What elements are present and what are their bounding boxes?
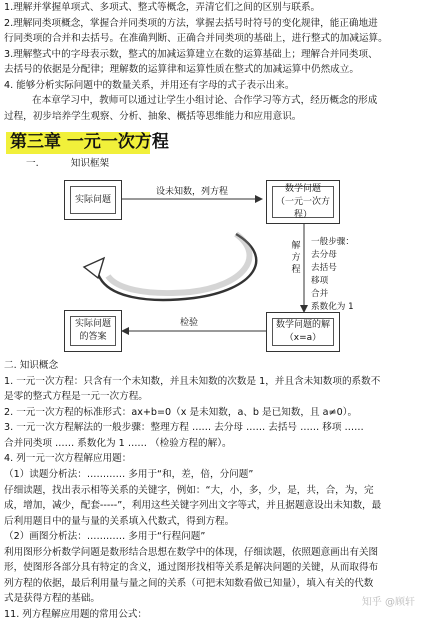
section-title: 知识概念 bbox=[19, 360, 59, 372]
step-item: 去分母 bbox=[311, 250, 337, 261]
vertical-solve-label: 解 方 程 bbox=[291, 241, 301, 276]
body-line: 后利用题目中的量与量的关系填入代数式，得到方程。 bbox=[4, 515, 235, 527]
concepts-body bbox=[4, 374, 419, 623]
body-line: 是零的整式方程是一元一次方程。 bbox=[4, 391, 148, 403]
box-math-problem bbox=[266, 180, 340, 224]
step-item: 系数化为 1 bbox=[311, 302, 354, 313]
box-math-solution bbox=[266, 312, 340, 352]
step-item: 去括号 bbox=[311, 263, 337, 274]
body-line: 1. 一元一次方程：只含有一个未知数，并且未知数的次数是 1，并且含未知数项的系数不 bbox=[4, 375, 381, 387]
body-line: （1）读题分析法：………… 多用于“和，差，倍，分问题” bbox=[4, 468, 254, 480]
body-line: （2）画图分析法：………… 多用于“行程问题” bbox=[4, 531, 206, 543]
box-real-answer-line1: 实际问题 bbox=[74, 319, 111, 330]
chapter-title: 第三章 一元一次方程 bbox=[10, 132, 169, 153]
box-real-answer bbox=[64, 310, 122, 352]
body-line: 成，增加，减少，配套-----”，利用这些关键字列出文字等式，并且据题意设出未知数，最 bbox=[4, 500, 382, 512]
step-item: 移项 bbox=[311, 276, 329, 287]
box-math-solution-line2: （x=a） bbox=[284, 333, 322, 344]
solving-steps-list bbox=[311, 236, 373, 314]
body-line: 3. 一元一次方程解法的一般步骤：整理方程 …… 去分母 …… 去括号 …… 移项 …… bbox=[4, 422, 364, 434]
objectives-block bbox=[4, 0, 419, 93]
body-line: 11. 列方程解应用题的常用公式： bbox=[4, 608, 148, 620]
box-math-solution-line1: 数学问题的解 bbox=[275, 320, 330, 331]
objective-line: 4. 能够分析实际问题中的数量关系，并用还有字母的式子表示出来。 bbox=[4, 79, 295, 91]
objective-line: 1.理解并掌握单项式、多项式、整式等概念，弄清它们之间的区别与联系。 bbox=[4, 2, 321, 13]
arrow-top-label: 设未知数，列方程 bbox=[156, 187, 229, 198]
step-item: 合并 bbox=[311, 289, 329, 300]
box-math-problem-line1: 数学问题 bbox=[284, 183, 321, 194]
curved-arrow-shadow bbox=[108, 234, 250, 293]
box-real-problem bbox=[64, 180, 122, 220]
section-title: 知识框架 bbox=[70, 158, 110, 170]
zhihu-watermark: 知乎 @顾轩 bbox=[361, 596, 415, 608]
curved-arrow-head bbox=[84, 258, 104, 278]
objective-line: 3.理解整式中的字母表示数，整式的加减运算建立在数的运算基础上；理解合并同类项、 bbox=[4, 48, 378, 60]
body-line: 式是获得方程的基础。 bbox=[4, 593, 100, 605]
teaching-note bbox=[4, 93, 419, 124]
objective-line: 去括号的依据是分配律；理解数的运算律和运算性质在整式的加减运算中仍然成立。 bbox=[4, 64, 359, 76]
knowledge-framework-diagram bbox=[4, 174, 419, 356]
section-number: 一. bbox=[26, 158, 39, 170]
steps-heading: 一般步骤： bbox=[311, 237, 354, 248]
teaching-note-line: 过程，初步培养学生观察、分析、抽象、概括等思维能力和应用意识。 bbox=[4, 110, 302, 122]
box-math-problem-line2: （一元一次方程） bbox=[275, 196, 330, 220]
body-line: 仔细读题，找出表示相等关系的关键字，例如：“大，小，多，少，是，共，合，为，完 bbox=[4, 484, 374, 496]
arrow-bottom-label: 检验 bbox=[180, 318, 199, 329]
body-line: 4. 列一元一次方程解应用题： bbox=[4, 453, 132, 465]
box-real-answer-line2: 的答案 bbox=[79, 332, 107, 343]
body-line: 形，使图形各部分具有特定的含义，通过图形找相等关系是解决问题的关键，从而取得布 bbox=[4, 562, 379, 574]
objective-line: 行同类项的合并和去括号。在准确判断、正确合并同类项的基础上，进行整式的加减运算。 bbox=[4, 33, 388, 45]
section-heading bbox=[26, 156, 419, 174]
section-heading bbox=[4, 358, 419, 374]
body-line: 列方程的依据，最后利用量与量之间的关系（可把未知数看做已知量），填入有关的代数 bbox=[4, 577, 374, 589]
teaching-note-line: 在本章学习中，教师可以通过让学生小组讨论、合作学习等方式，经历概念的形成 bbox=[32, 95, 378, 107]
body-line: 合并同类项 …… 系数化为 1 …… （检验方程的解）。 bbox=[4, 437, 232, 449]
body-line: 2. 一元一次方程的标准形式：ax+b=0（x 是未知数，a、b 是已知数，且 a≠0）。 bbox=[4, 406, 358, 418]
chapter-heading bbox=[4, 126, 419, 156]
body-line: 利用图形分析数学问题是数形结合思想在数学中的体现，仔细读题，依照题意画出有关图 bbox=[4, 546, 379, 558]
objective-line: 2.理解同类项概念，掌握合并同类项的方法，掌握去括号时符号的变化规律，能正确地进 bbox=[4, 17, 378, 29]
section-number: 二. bbox=[4, 360, 17, 372]
box-real-problem-label: 实际问题 bbox=[74, 194, 111, 205]
